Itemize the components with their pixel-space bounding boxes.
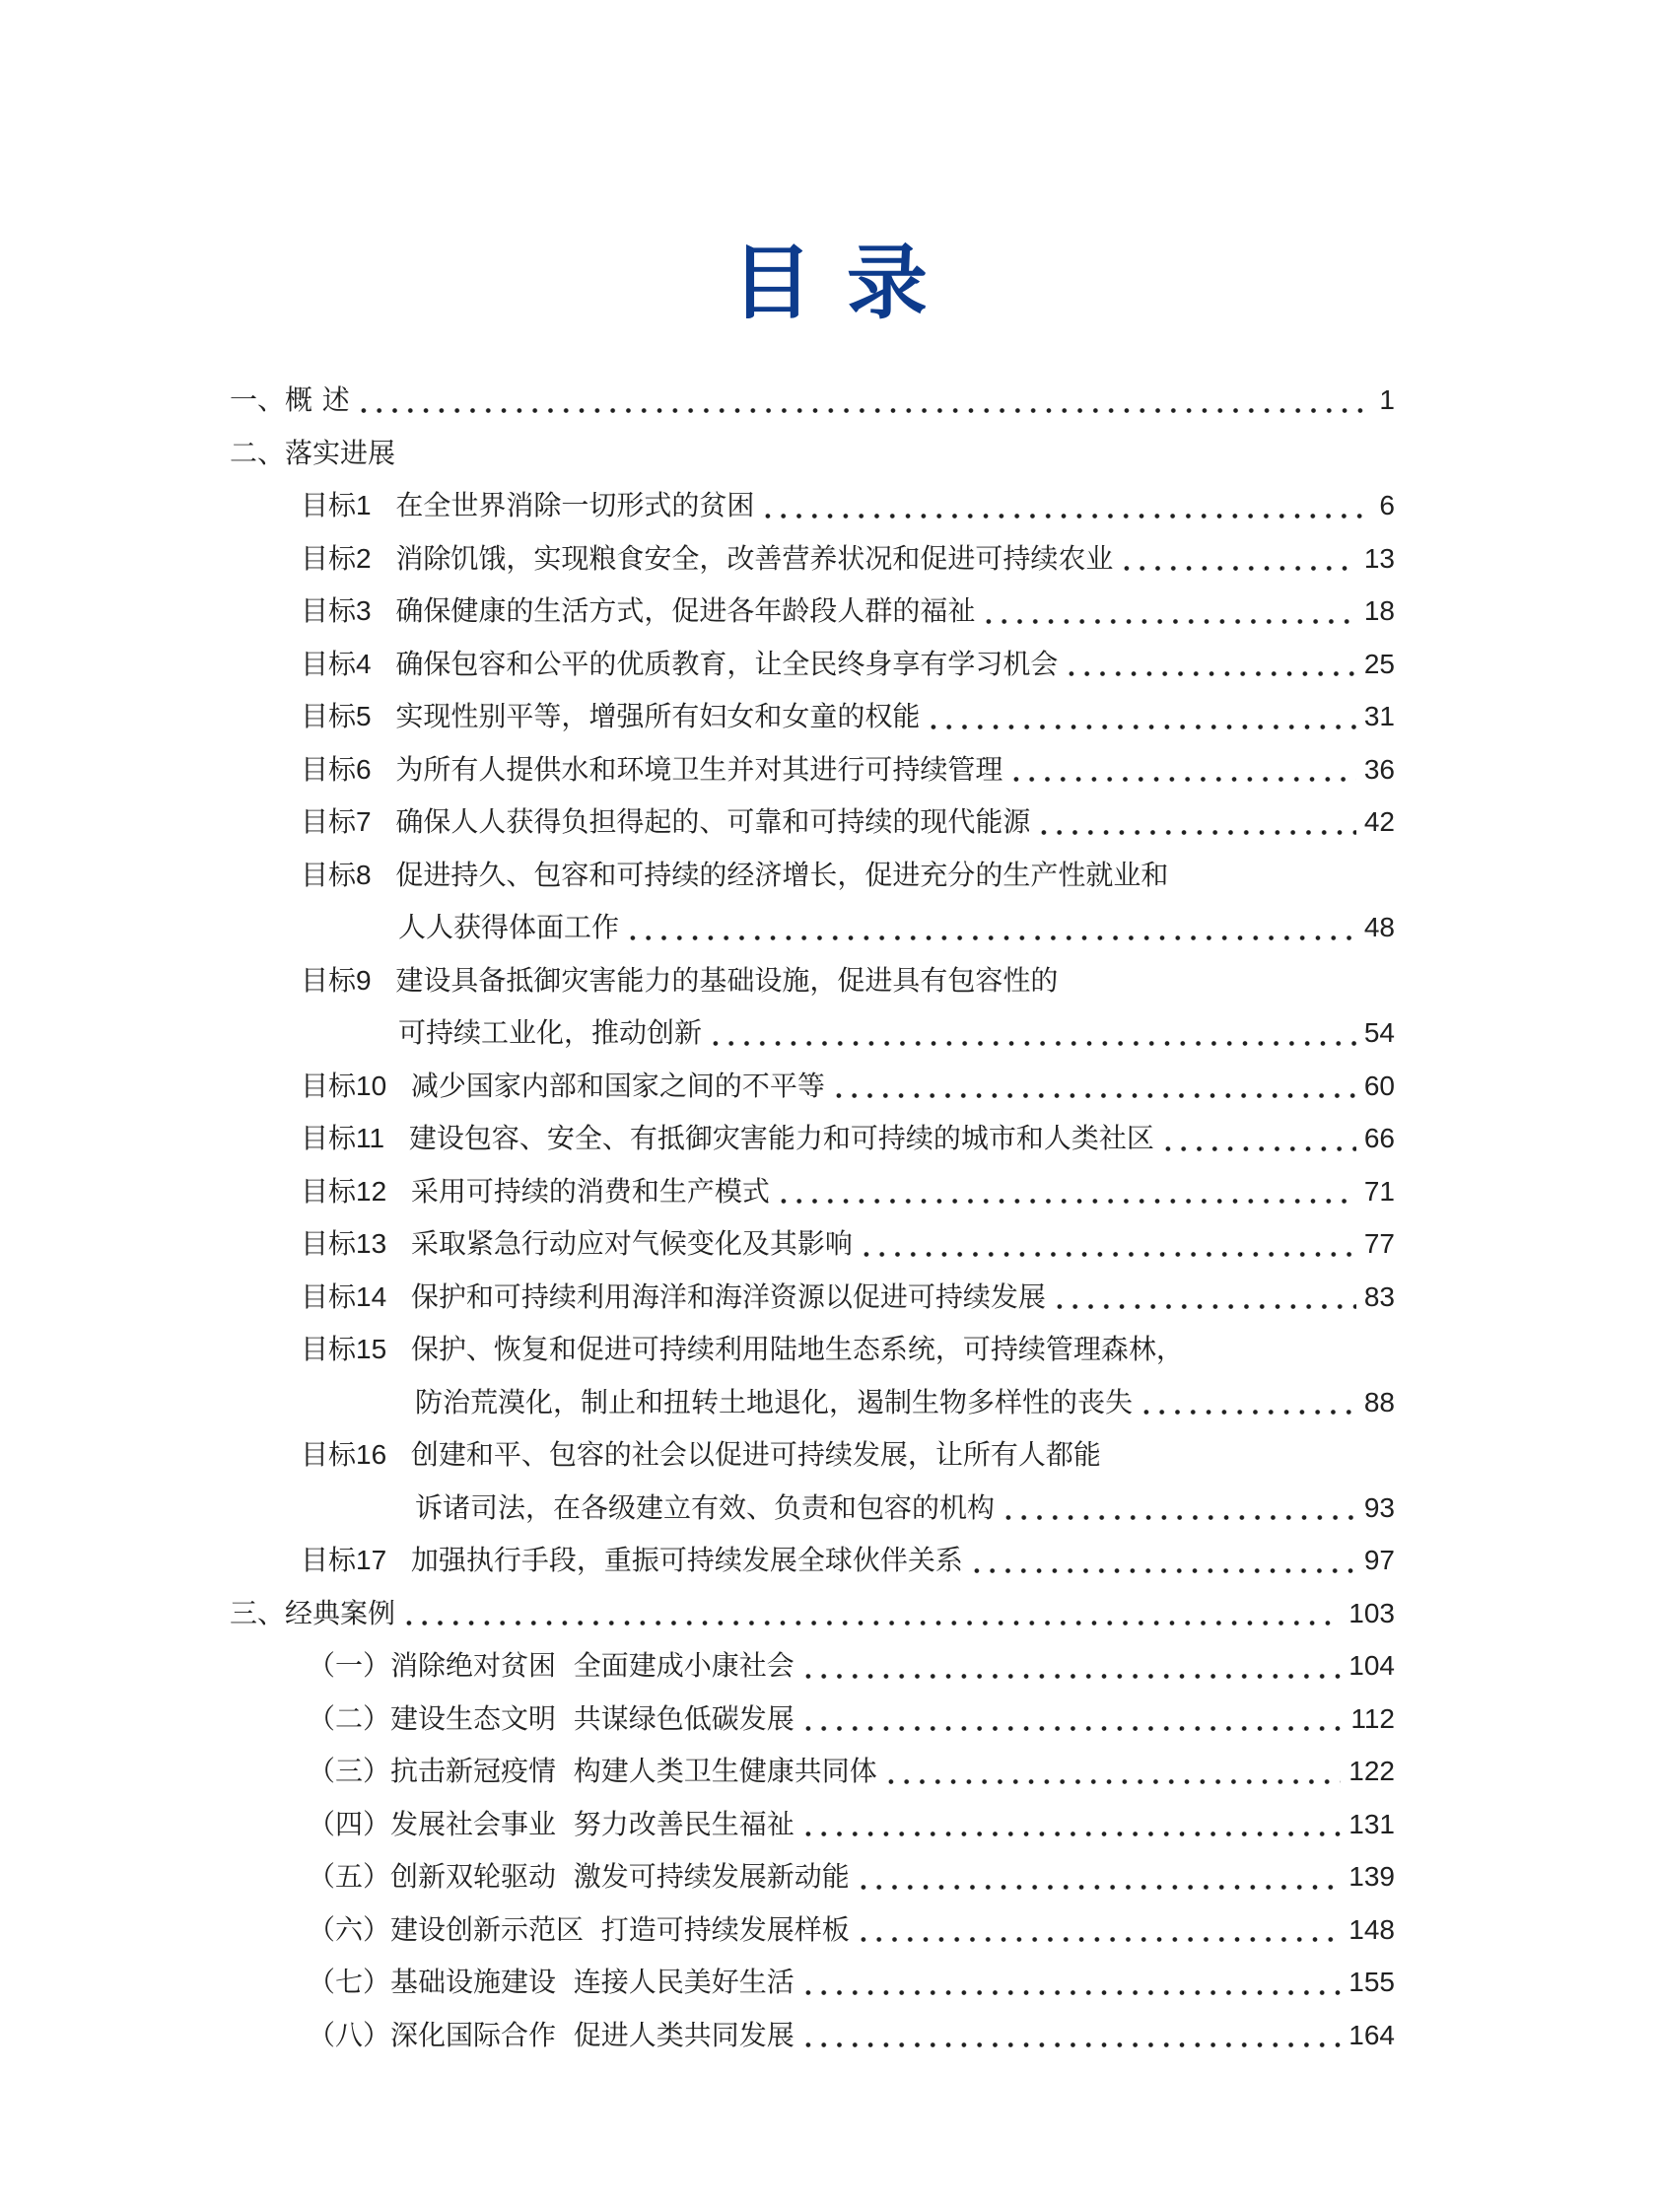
toc-row: [0, 1060, 1659, 1113]
toc-entry-text: 防治荒漠化，制止和扭转土地退化，遏制生物多样性的丧失: [415, 1386, 1134, 1417]
toc-row: [0, 1587, 1659, 1640]
page-number: 6: [1379, 490, 1395, 520]
toc-entry-text: 目标17 加强执行手段，重振可持续发展全球伙伴关系: [301, 1545, 963, 1575]
toc-row: [0, 1428, 1659, 1482]
toc-entry-text: 目标9 建设具备抵御灾害能力的基础设施，促进具有包容性的: [301, 964, 1059, 996]
toc-entry-text: 目标8 促进持久、包容和可持续的经济增长，促进充分的生产性就业和: [301, 859, 1169, 890]
page-number: 103: [1348, 1597, 1395, 1628]
toc-entry-text: 一、概 述: [230, 384, 350, 415]
toc-entry-text: 目标4 确保包容和公平的优质教育，让全民终身享有学习机会: [301, 648, 1059, 679]
toc-row: [0, 1376, 1659, 1429]
toc-entry-text: 目标7 确保人人获得负担得起的、可靠和可持续的现代能源: [301, 806, 1031, 837]
page-number: 148: [1348, 1913, 1395, 1945]
dot-leader: [1001, 1482, 1356, 1535]
toc-row: [0, 1534, 1659, 1587]
toc-entry-text: （六）建设创新示范区 打造可持续发展样板: [308, 1913, 850, 1945]
dot-leader: [1008, 743, 1355, 796]
dot-leader: [1160, 1112, 1356, 1165]
toc-entry-text: 二、落实进展: [230, 437, 396, 468]
page-number: 31: [1363, 701, 1395, 731]
page-number: 104: [1348, 1650, 1395, 1681]
toc-row: [0, 1639, 1659, 1693]
dot-leader: [800, 1798, 1341, 1851]
toc-row: [0, 1745, 1659, 1798]
page-number: 36: [1363, 753, 1395, 785]
dot-leader: [969, 1534, 1356, 1587]
toc-entry-text: （二）建设生态文明 共谋绿色低碳发展: [308, 1702, 795, 1734]
toc-entry-text: 目标12 采用可持续的消费和生产模式: [301, 1175, 770, 1207]
toc-entry-text: 目标2 消除饥饿，实现粮食安全，改善营养状况和促进可持续农业: [301, 542, 1114, 574]
toc-row: [0, 795, 1659, 849]
toc-row: [0, 954, 1659, 1007]
toc-row: [0, 1850, 1659, 1903]
page-number: 1: [1379, 384, 1395, 415]
toc-row: [0, 1323, 1659, 1376]
dot-leader: [981, 585, 1355, 638]
toc-entry-text: 目标14 保护和可持续利用海洋和海洋资源以促进可持续发展: [301, 1280, 1046, 1312]
toc-entry-text: 目标13 采取紧急行动应对气候变化及其影响: [301, 1228, 853, 1259]
dot-leader: [625, 901, 1356, 954]
dot-leader: [1036, 795, 1355, 849]
dot-leader: [1119, 532, 1355, 586]
toc-row: [0, 585, 1659, 638]
page-number: 77: [1363, 1228, 1395, 1259]
toc-entry-text: （七）基础设施建设 连接人民美好生活: [308, 1967, 795, 1997]
page-number: 48: [1363, 912, 1395, 942]
toc-entry-text: （一）消除绝对贫困 全面建成小康社会: [308, 1650, 795, 1681]
toc-entry-text: 目标6 为所有人提供水和环境卫生并对其进行可持续管理: [301, 753, 1003, 785]
toc-entry-text: （三）抗击新冠疫情 构建人类卫生健康共同体: [308, 1756, 877, 1786]
page-number: 25: [1363, 648, 1395, 679]
toc-entry-text: 目标5 实现性别平等，增强所有妇女和女童的权能: [301, 701, 921, 731]
page-number: 18: [1363, 595, 1395, 626]
dot-leader: [859, 1217, 1356, 1271]
page-number: 66: [1363, 1123, 1395, 1153]
toc-entry-text: （四）发展社会事业 努力改善民生福祉: [308, 1808, 795, 1839]
page-number: 88: [1363, 1386, 1395, 1417]
toc-row: [0, 1798, 1659, 1851]
dot-leader: [760, 479, 1371, 532]
toc-entry-text: 目标15 保护、恢复和促进可持续利用陆地生态系统，可持续管理森林，: [301, 1334, 1184, 1364]
page-title: 目 录: [731, 238, 928, 328]
toc-row: [0, 532, 1659, 586]
toc-row: [0, 638, 1659, 691]
toc-row: [0, 901, 1659, 954]
toc: [0, 374, 1659, 2061]
page-number: 97: [1363, 1545, 1395, 1575]
page-number: 164: [1348, 2019, 1395, 2050]
toc-entry-text: （五）创新双轮驱动 激发可持续发展新动能: [308, 1861, 850, 1892]
toc-entry-text: 目标3 确保健康的生活方式，促进各年龄段人群的福祉: [301, 595, 976, 626]
page-number: 139: [1348, 1861, 1395, 1892]
dot-leader: [831, 1060, 1356, 1113]
toc-entry-text: 诉诸司法，在各级建立有效、负责和包容的机构: [415, 1491, 996, 1523]
toc-entry-text: 可持续工业化，推动创新: [398, 1017, 703, 1048]
page-number: 93: [1363, 1491, 1395, 1523]
toc-row: [0, 743, 1659, 796]
dot-leader: [800, 1956, 1341, 2009]
dot-leader: [1139, 1376, 1356, 1429]
toc-row: [0, 427, 1659, 480]
toc-row: [0, 849, 1659, 902]
dot-leader: [800, 1693, 1344, 1746]
page-number: 83: [1363, 1280, 1395, 1312]
toc-entry-text: 三、经典案例: [230, 1597, 396, 1628]
dot-leader: [1052, 1271, 1356, 1324]
page-number: 42: [1363, 806, 1395, 837]
toc-entry-text: 目标10 减少国家内部和国家之间的不平等: [301, 1070, 825, 1101]
dot-leader: [856, 1903, 1341, 1957]
toc-row: [0, 2009, 1659, 2062]
dot-leader: [883, 1745, 1341, 1798]
page-number: 54: [1363, 1017, 1395, 1048]
page-number: 155: [1348, 1967, 1395, 1997]
dot-leader: [708, 1006, 1356, 1060]
toc-row: [0, 1165, 1659, 1218]
dot-leader: [856, 1850, 1341, 1903]
dot-leader: [800, 1639, 1341, 1693]
page-number: 71: [1363, 1175, 1395, 1207]
toc-row: [0, 479, 1659, 532]
dot-leader: [1064, 638, 1355, 691]
page-number: 112: [1350, 1702, 1395, 1734]
toc-row: [0, 690, 1659, 743]
page-number: 122: [1348, 1756, 1395, 1786]
toc-row: [0, 1112, 1659, 1165]
toc-row: [0, 1271, 1659, 1324]
toc-entry-text: （八）深化国际合作 促进人类共同发展: [308, 2019, 795, 2050]
page-number: 60: [1363, 1070, 1395, 1101]
toc-entry-text: 目标11 建设包容、安全、有抵御灾害能力和可持续的城市和人类社区: [301, 1123, 1154, 1153]
toc-row: [0, 1693, 1659, 1746]
toc-entry-text: 人人获得体面工作: [398, 912, 620, 942]
page-number: 131: [1348, 1808, 1395, 1839]
toc-row: [0, 1006, 1659, 1060]
toc-row: [0, 1956, 1659, 2009]
toc-row: [0, 1482, 1659, 1535]
toc-entry-text: 目标1 在全世界消除一切形式的贫困: [301, 490, 755, 520]
toc-row: [0, 374, 1659, 427]
toc-row: [0, 1217, 1659, 1271]
dot-leader: [776, 1165, 1356, 1218]
toc-row: [0, 1903, 1659, 1957]
dot-leader: [401, 1587, 1341, 1640]
toc-entry-text: 目标16 创建和平、包容的社会以促进可持续发展，让所有人都能: [301, 1439, 1101, 1470]
page-number: 13: [1363, 542, 1395, 574]
dot-leader: [356, 374, 1372, 427]
dot-leader: [926, 690, 1355, 743]
dot-leader: [800, 2009, 1341, 2062]
